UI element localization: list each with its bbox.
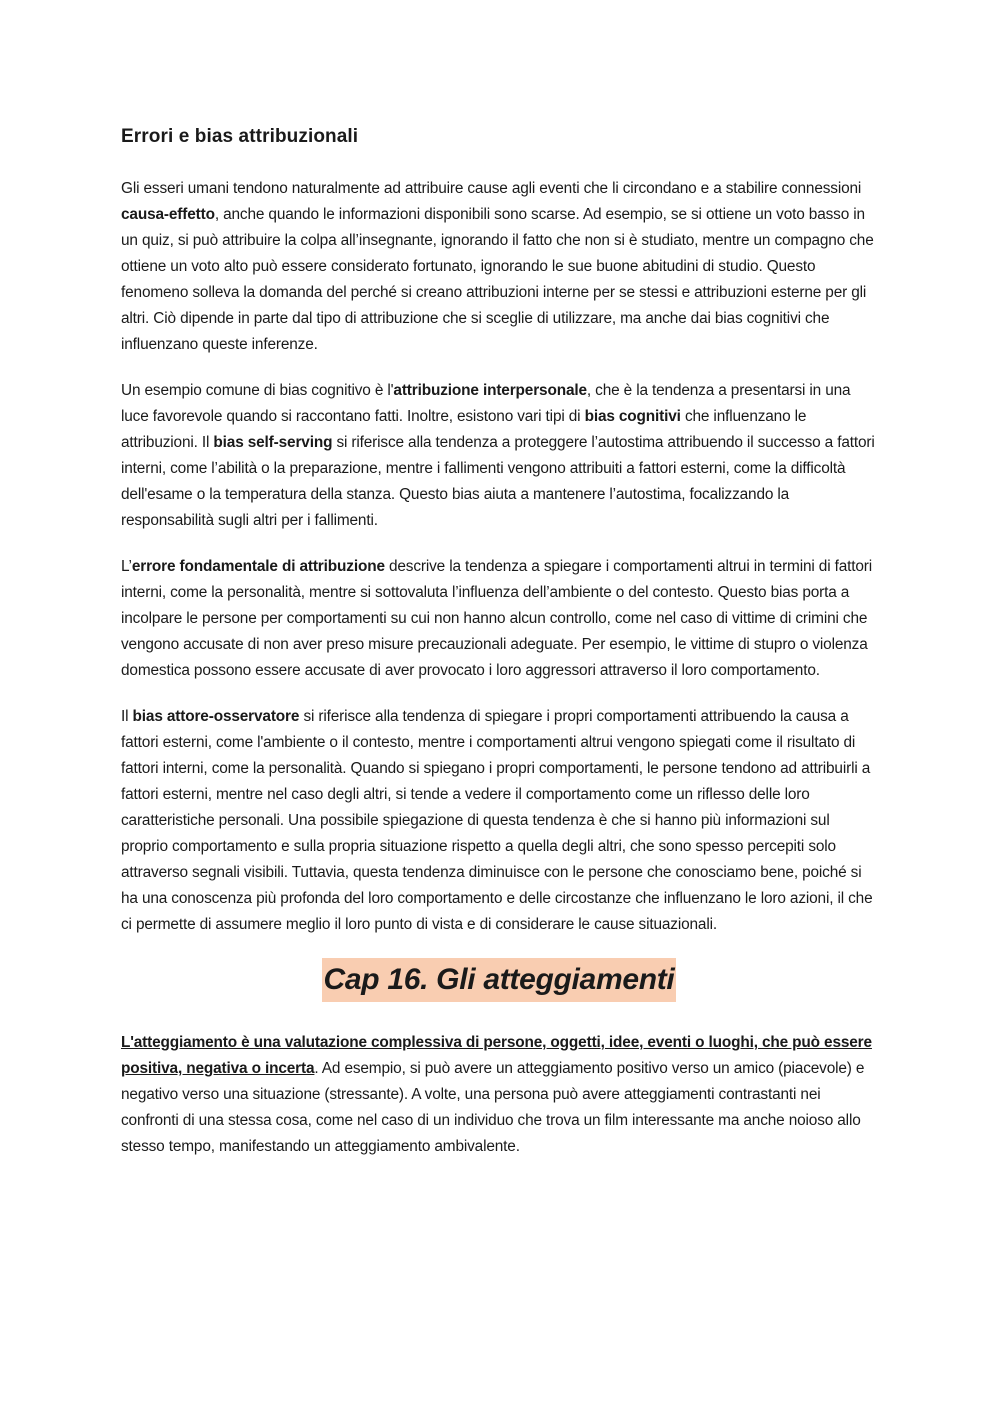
text-span: Gli esseri umani tendono naturalmente ad attribuire cause agli eventi che li circondano e a stabilire connessioni — [121, 180, 862, 197]
text-span: , che è la tendenza a presentarsi in una luce favorevole quando si raccontano fatti. Inoltre, esistono vari tipi di — [121, 382, 851, 425]
paragraph-self-serving-bias — [121, 378, 877, 534]
bold-term-bias-self-serving: bias self-serving — [213, 434, 333, 451]
chapter-heading-container — [121, 958, 877, 1002]
text-span: Il — [121, 708, 133, 725]
chapter-title: Cap 16. Gli atteggiamenti — [322, 958, 677, 1002]
bold-term-bias-cognitivi: bias cognitivi — [584, 408, 681, 425]
bold-term-causa-effetto: causa-effetto — [121, 206, 215, 223]
text-span: si riferisce alla tendenza a proteggere l’autostima attribuendo il successo a fattori interni, come l’abilità o la preparazione, mentre i fallimenti vengono attribuiti a fattori esterni, come la difficoltà dell'esame o la temperatura della stanza. Questo bias aiuta a mantenere l’autostima, focalizzando la responsabilità sugli altri per i fallimenti. — [121, 434, 875, 529]
paragraph-fundamental-attribution-error — [121, 554, 877, 684]
paragraph-actor-observer-bias — [121, 704, 877, 938]
bold-term-attribuzione-interpersonale: attribuzione interpersonale — [393, 382, 587, 399]
paragraph-causal-attribution — [121, 176, 877, 358]
bold-term-errore-fondamentale: errore fondamentale di attribuzione — [131, 558, 385, 575]
text-span: Un esempio comune di bias cognitivo è l' — [121, 382, 394, 399]
text-span: descrive la tendenza a spiegare i comportamenti altrui in termini di fattori interni, come la personalità, mentre si sottovaluta l’influenza dell’ambiente o del contesto. Questo bias porta a incolpare le persone per comportamenti su cui non hanno alcun controllo, come nel caso di vittime di crimini che vengono accusate di non aver preso misure precauzionali adeguate. Per esempio, le vittime di stupro o violenza domestica possono essere accusate di aver provocato i loro aggressori attraverso il loro comportamento. — [121, 558, 873, 679]
text-span: , anche quando le informazioni disponibili sono scarse. Ad esempio, se si ottiene un voto basso in un quiz, si può attribuire la colpa all’insegnante, ignorando il fatto che non si è studiato, mentre un compagno che ottiene un voto alto può essere considerato fortunato, ignorando le sue buone abitudini di studio. Questo fenomeno solleva la domanda del perché si creano attribuzioni interne per se stessi e attribuzioni esterne per gli altri. Ciò dipende in parte dal tipo di attribuzione che si sceglie di utilizzare, ma anche dai bias cognitivi che influenzano queste inferenze. — [121, 206, 874, 353]
document-page — [121, 122, 877, 1180]
text-span: L’ — [121, 558, 132, 575]
text-span: . Ad esempio, si può avere un atteggiamento positivo verso un amico (piacevole) e negativo verso una situazione (stressante). A volte, una persona può avere atteggiamenti contrastanti nei confronti di una stessa cosa, come nel caso di un individuo che trova un film interessante ma anche noioso allo stesso tempo, manifestando un atteggiamento ambivalente. — [121, 1060, 865, 1155]
section-title: Errori e bias attribuzionali — [121, 126, 359, 147]
paragraph-attitude-definition — [121, 1030, 877, 1160]
underlined-definition: L'atteggiamento è una valutazione complessiva di persone, oggetti, idee, eventi o luoghi, che può essere positiva, negativa o incerta — [121, 1034, 872, 1077]
text-span: che influenzano le attribuzioni. Il — [121, 408, 807, 451]
bold-term-bias-attore-osservatore: bias attore-osservatore — [132, 708, 300, 725]
text-span: si riferisce alla tendenza di spiegare i propri comportamenti attribuendo la causa a fattori esterni, come l'ambiente o il contesto, mentre i comportamenti altrui vengono spiegati come il risultato di fattori interni, come la personalità. Quando si spiegano i propri comportamenti, le persone tendono ad attribuirli a fattori esterni, mentre nel caso degli altri, si tende a vedere il comportamento come un riflesso delle loro caratteristiche personali. Una possibile spiegazione di questa tendenza è che si hanno più informazioni sul proprio comportamento e sulla propria situazione rispetto a quella degli altri, che sono spesso percepiti solo attraverso segnali visibili. Tuttavia, questa tendenza diminuisce con le persone che conosciamo bene, poiché si ha una conoscenza più profonda del loro comportamento e delle circostanze che influenzano le loro azioni, il che ci permette di assumere meglio il loro punto di vista e di considerare le cause situazionali. — [121, 708, 873, 933]
